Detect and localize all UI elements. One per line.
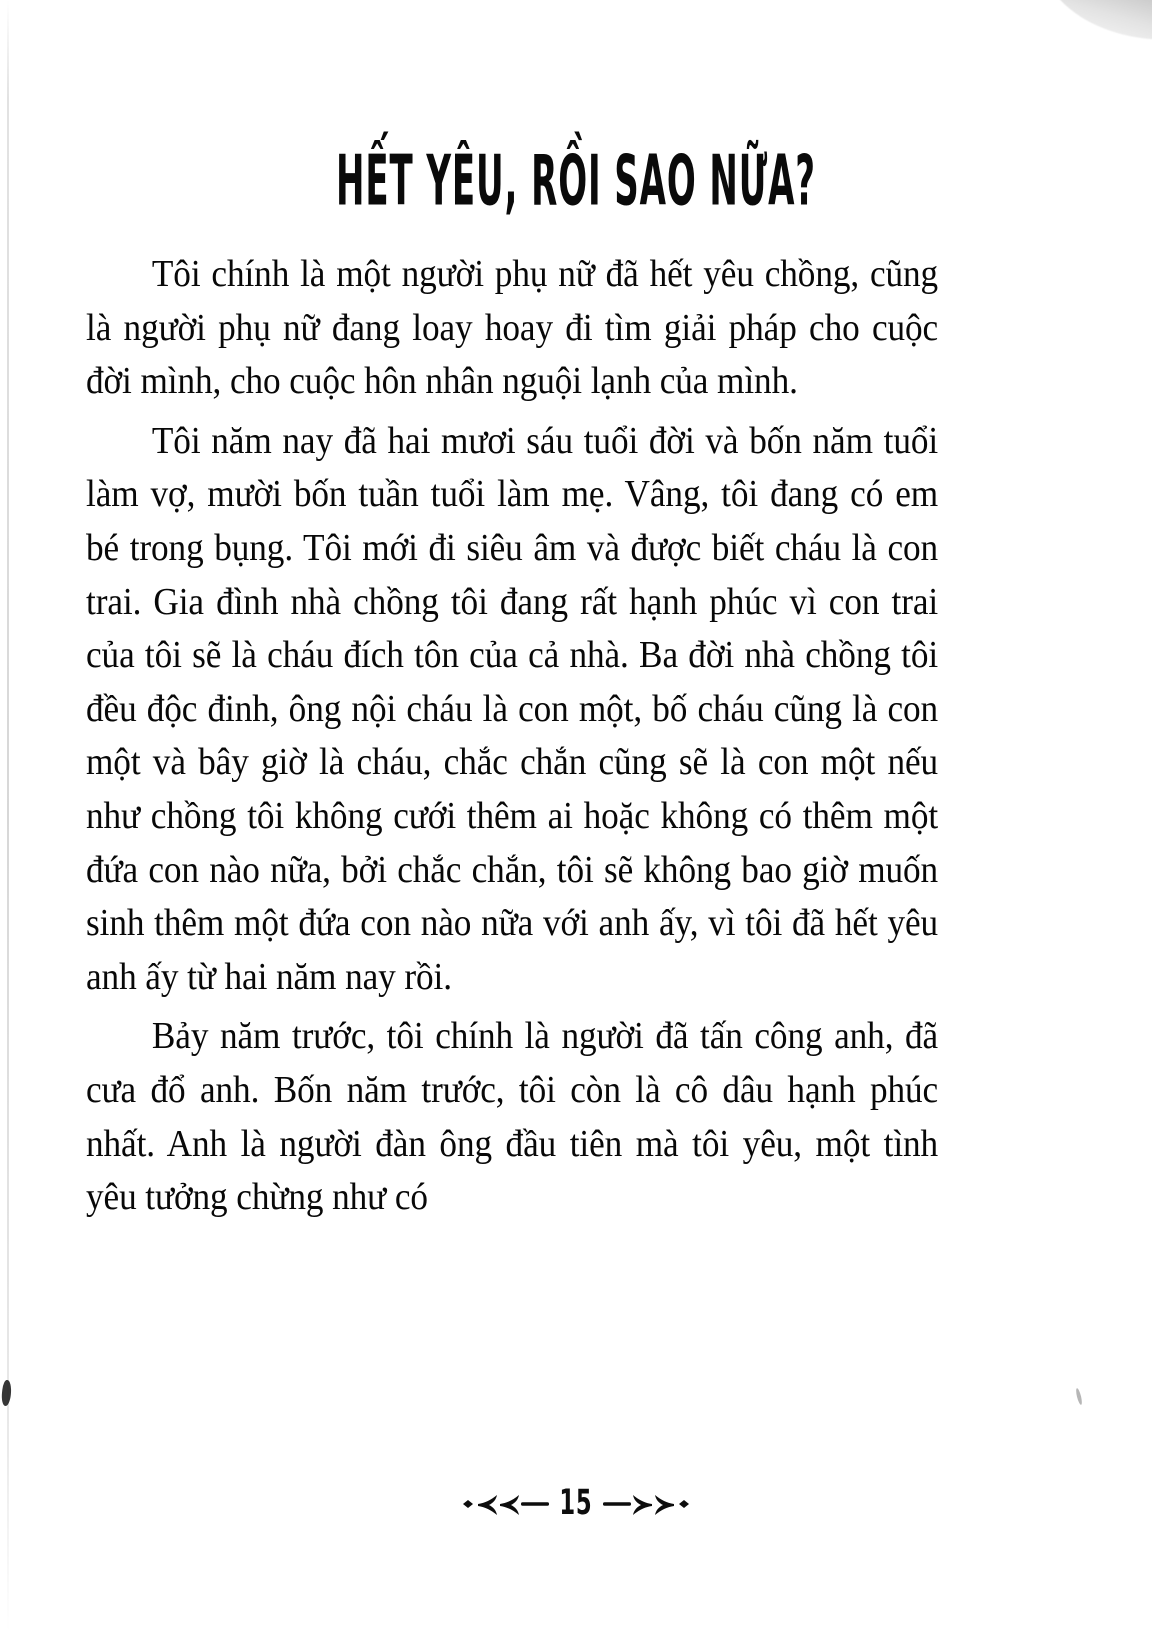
paragraph-1-text: Tôi chính là một người phụ nữ đã hết yêu chồng, cũng là người phụ nữ đang loay hoay đi tìm giải pháp cho cuộc đời mình, cho cuộc hôn nhân nguội lạnh của mình. [86,253,939,403]
paragraph-3-text: Bảy năm trước, tôi chính là người đã tấn công anh, đã cưa đổ anh. Bốn năm trước, tôi còn là cô dâu hạnh phúc nhất. Anh là người đàn ông đầu tiên mà tôi yêu, một tình yêu tưởng chừng như có [86,1015,939,1219]
body-text-block [86,248,938,1225]
scan-artifact-speck [1,1380,13,1407]
binding-edge-line [7,0,9,1632]
page-number: 15 [559,1483,593,1523]
page-footer [0,1483,1152,1523]
leaf-vine-ornament-right-icon [601,1487,693,1521]
leaf-vine-ornament-left-icon [459,1487,551,1521]
scan-artifact-speck-right [1075,1388,1083,1405]
page-curl-shadow [1038,0,1152,66]
paragraph-3 [86,1010,938,1224]
paragraph-2 [86,415,938,1005]
paragraph-2-text: Tôi năm nay đã hai mươi sáu tuổi đời và bốn năm tuổi làm vợ, mười bốn tuần tuổi làm mẹ. Vâng, tôi đang có em bé trong bụng. Tôi mới đi siêu âm và được biết cháu là con trai. Gia đình nhà chồng tôi đang rất hạnh phúc vì con trai của tôi sẽ là cháu đích tôn của cả nhà. Ba đời nhà chồng tôi đều độc đinh, ông nội cháu là con một, bố cháu cũng là con một và bây giờ là cháu, chắc chắn cũng sẽ là con một nếu như chồng tôi không cưới thêm ai hoặc không có thêm một đứa con nào nữa, bởi chắc chắn, tôi sẽ không bao giờ muốn sinh thêm một đứa con nào nữa với anh ấy, vì tôi đã hết yêu anh ấy từ hai năm nay rồi. [86,419,939,998]
page-title: HẾT YÊU, RỒI SAO NỮA? [336,140,816,222]
paragraph-1 [86,248,938,409]
